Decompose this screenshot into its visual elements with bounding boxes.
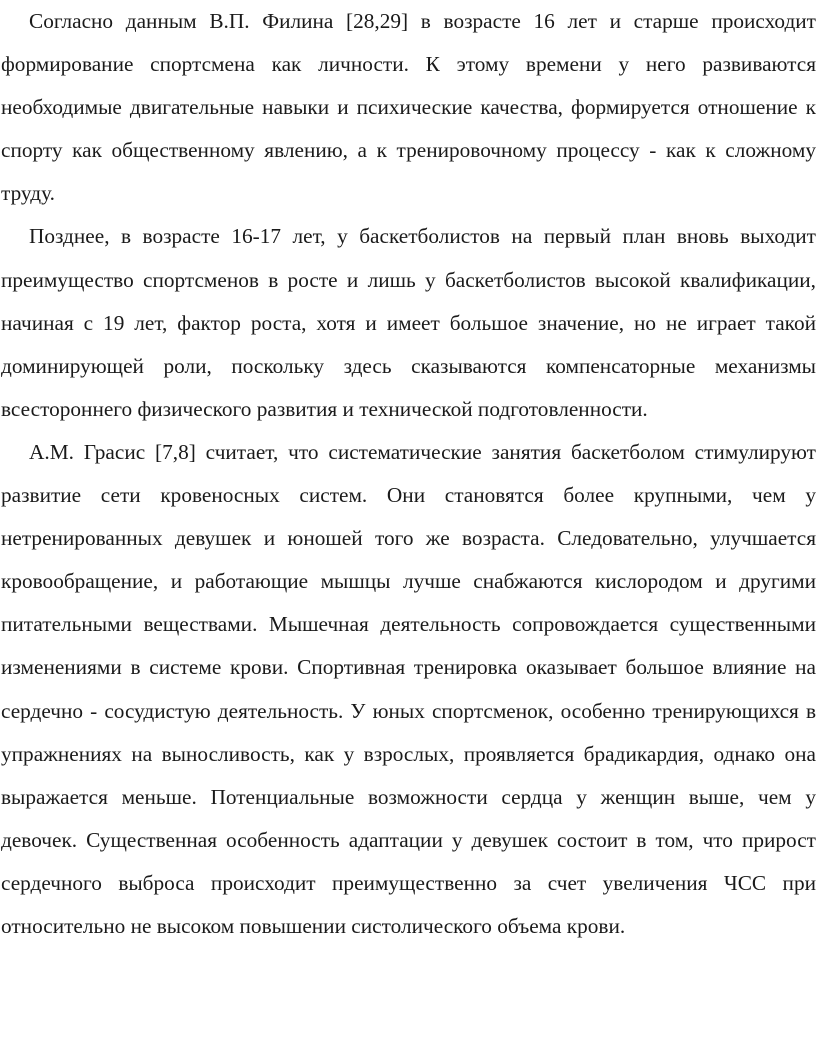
- paragraph-filin: Согласно данным В.П. Филина [28,29] в возрасте 16 лет и старше происходит формирование спортсмена как личности. К этому времени у него развиваются необходимые двигательные навыки и психические качества, формируется отношение к спорту как общественному явлению, а к тренировочному процессу - как к сложному труду.: [1, 9, 816, 206]
- paragraph-grasis: А.М. Грасис [7,8] считает, что систематические занятия баскетболом стимулируют развитие сети кровеносных систем. Они становятся более крупными, чем у нетренированных девушек и юношей того же возраста. Следовательно, улучшается кровообращение, и работающие мышцы лучше снабжаются кислородом и другими питательными веществами. Мышечная деятельность сопровождается существенными изменениями в системе крови. Спортивная тренировка оказывает большое влияние на сердечно - сосудистую деятельность. У юных спортсменок, особенно тренирующихся в упражнениях на выносливость, как у взрослых, проявляется брадикардия, однако она выражается меньше. Потенциальные возможности сердца у женщин выше, чем у девочек. Существенная особенность адаптации у девушек состоит в том, что прирост сердечного выброса происходит преимущественно за счет увеличения ЧСС при относительно не высоком повышении систолического объема крови.: [1, 439, 816, 938]
- paragraph-basketball-height: Позднее, в возрасте 16-17 лет, у баскетболистов на первый план вновь выходит преимущество спортсменов в росте и лишь у баскетболистов высокой квалификации, начиная с 19 лет, фактор роста, хотя и имеет большое значение, но не играет такой доминирующей роли, поскольку здесь сказываются компенсаторные механизмы всестороннего физического развития и технической подготовленности.: [1, 224, 816, 421]
